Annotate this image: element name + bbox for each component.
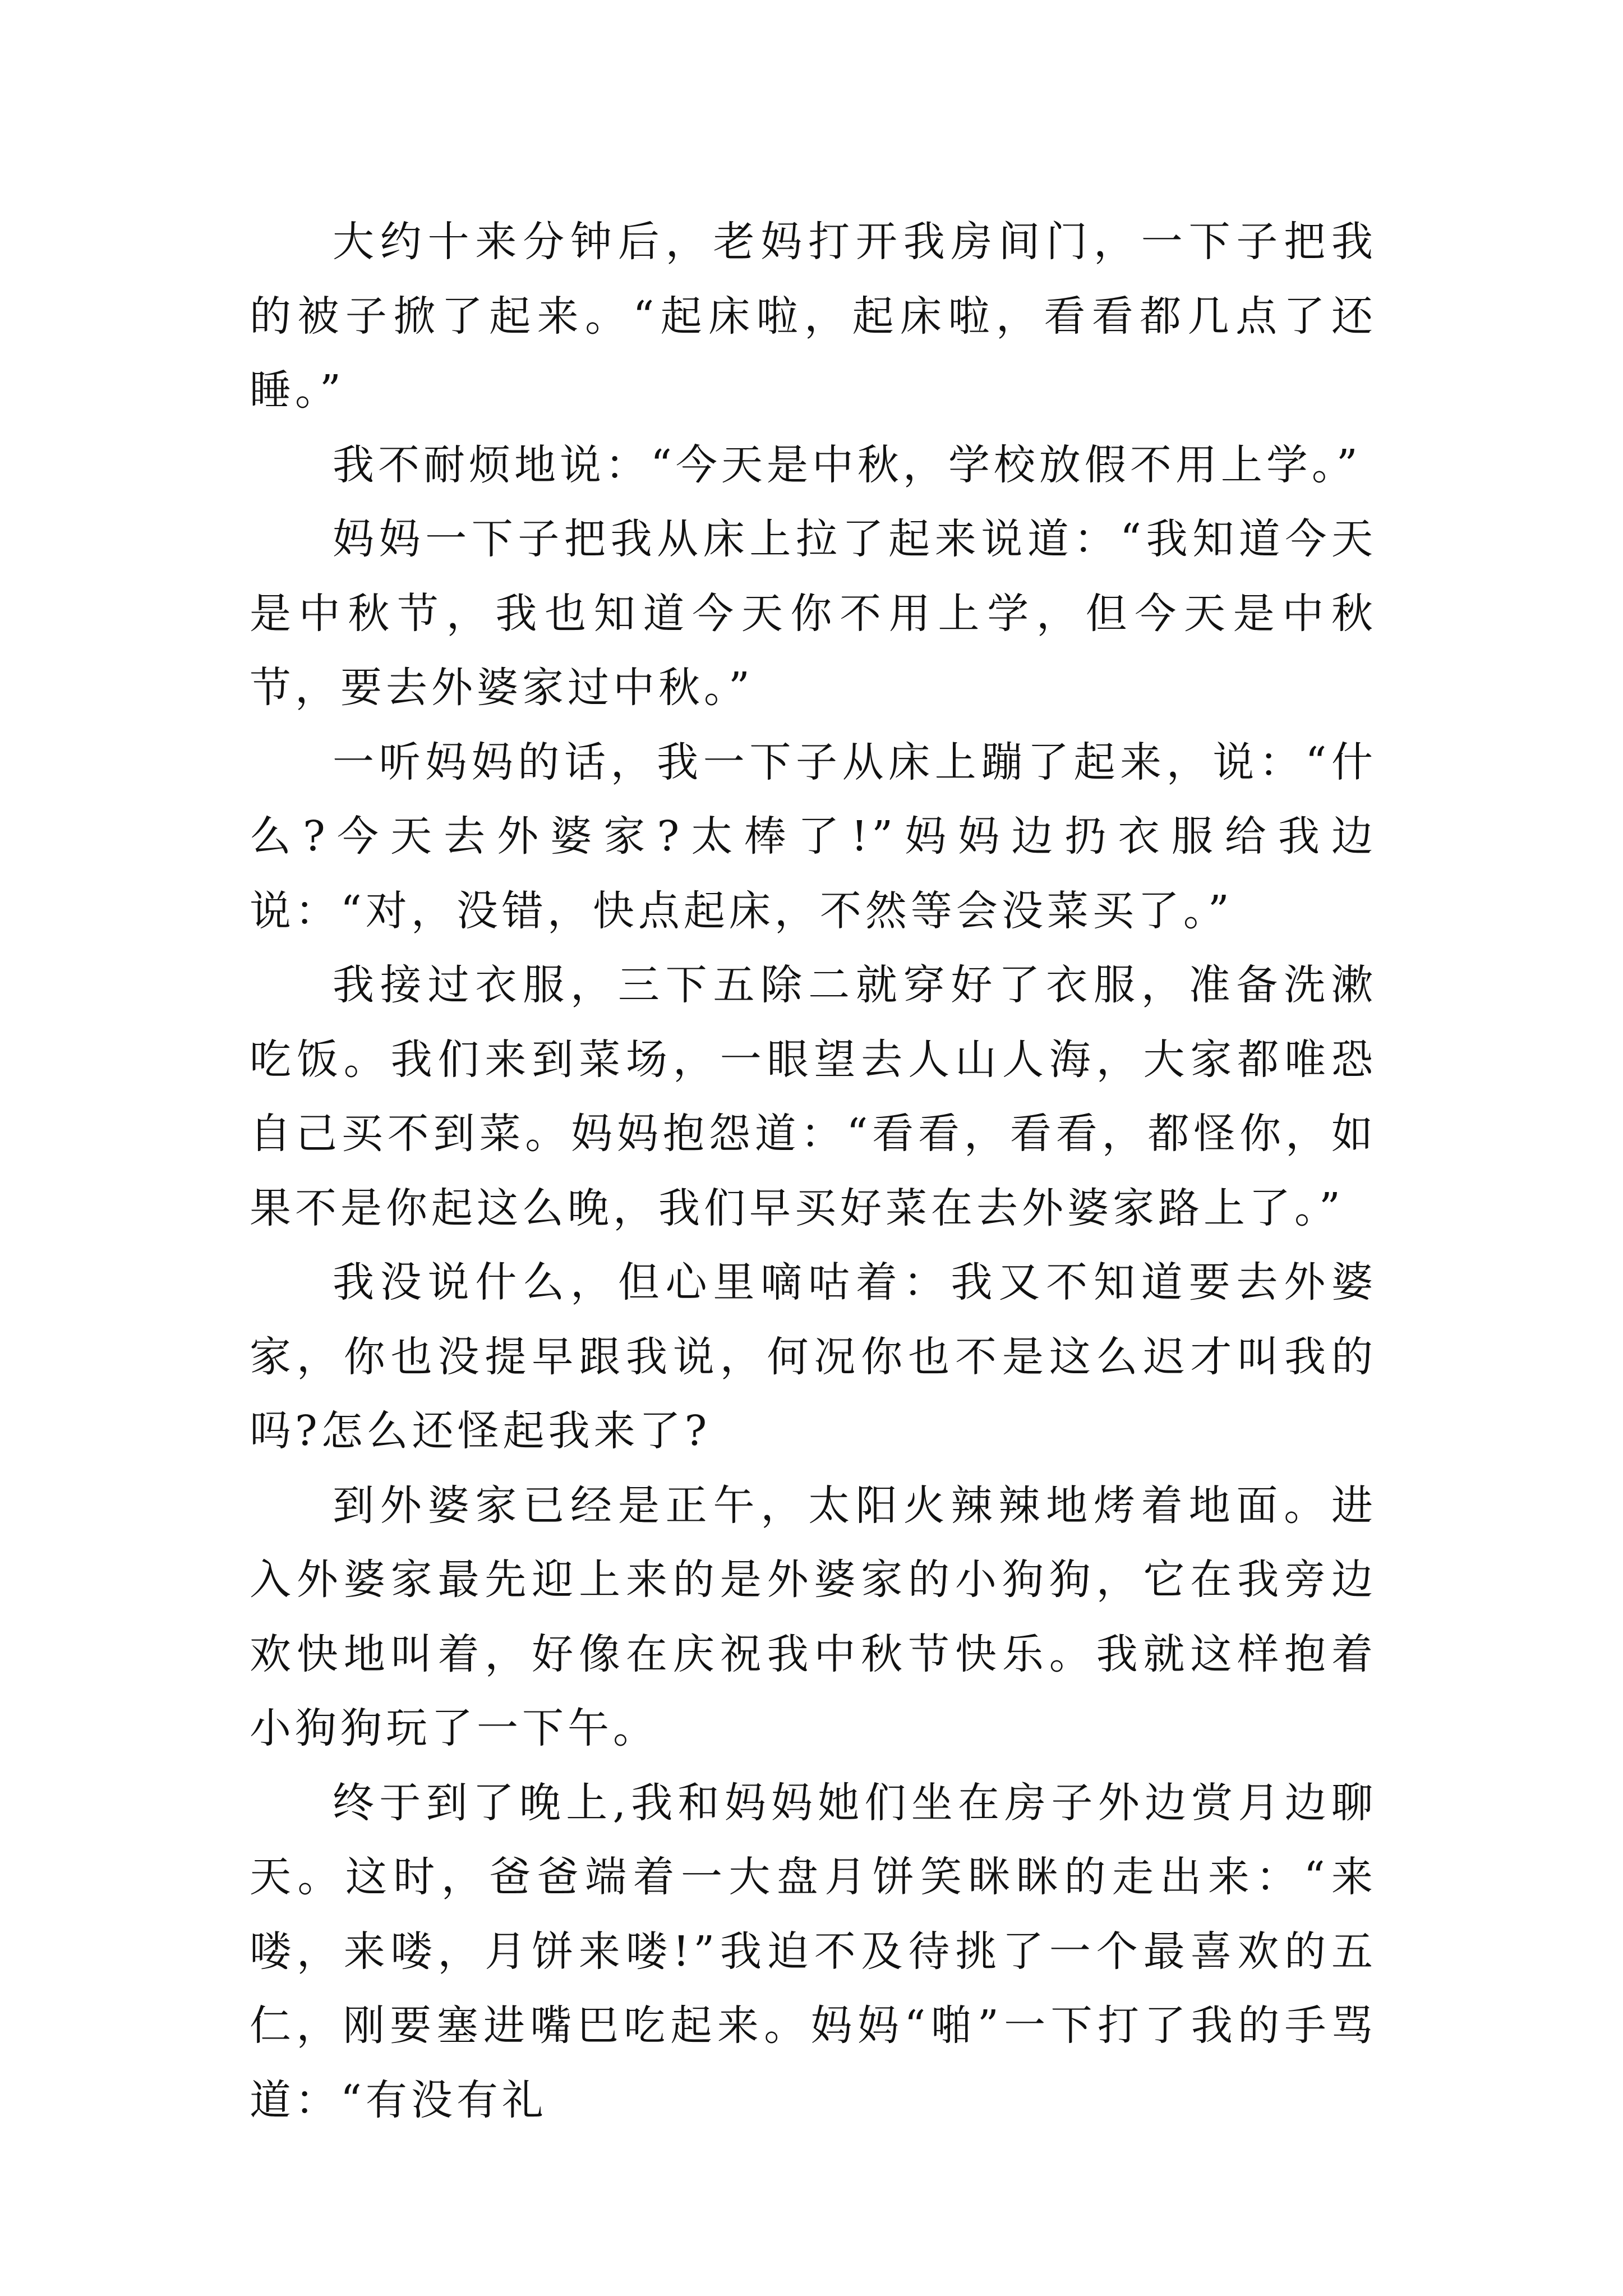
paragraph: 妈妈一下子把我从床上拉了起来说道：“我知道今天是中秋节，我也知道今天你不用上学，但今天是中秋节，要去外婆家过中秋。”	[250, 515, 1377, 712]
paragraph: 终于到了晚上,我和妈妈她们坐在房子外边赏月边聊天。这时，爸爸端着一大盘月饼笑眯眯的走出来：“来喽，来喽，月饼来喽!”我迫不及待挑了一个最喜欢的五仁，刚要塞进嘴巴吃起来。妈妈“啪”一下打了我的手骂道：“有没有礼	[250, 1778, 1377, 2124]
paragraph: 大约十来分钟后，老妈打开我房间门，一下子把我的被子掀了起来。“起床啦，起床啦，看看都几点了还睡。”	[250, 218, 1377, 415]
paragraph: 到外婆家已经是正午，太阳火辣辣地烤着地面。进入外婆家最先迎上来的是外婆家的小狗狗，它在我旁边欢快地叫着，好像在庆祝我中秋节快乐。我就这样抱着小狗狗玩了一下午。	[250, 1481, 1377, 1752]
body-text	[250, 205, 1377, 2137]
paragraph: 我没说什么，但心里嘀咕着：我又不知道要去外婆家，你也没提早跟我说，何况你也不是这么迟才叫我的吗?怎么还怪起我来了?	[250, 1258, 1377, 1455]
paragraph: 一听妈妈的话，我一下子从床上蹦了起来，说：“什么?今天去外婆家?太棒了!”妈妈边扔衣服给我边说：“对，没错，快点起床，不然等会没菜买了。”	[250, 738, 1377, 935]
paragraph: 我不耐烦地说：“今天是中秋，学校放假不用上学。”	[333, 440, 1362, 489]
paragraph: 我接过衣服，三下五除二就穿好了衣服，准备洗漱吃饭。我们来到菜场，一眼望去人山人海，大家都唯恐自己买不到菜。妈妈抱怨道：“看看，看看，都怪你，如果不是你起这么晚，我们早买好菜在去外婆家路上了。”	[250, 961, 1377, 1232]
